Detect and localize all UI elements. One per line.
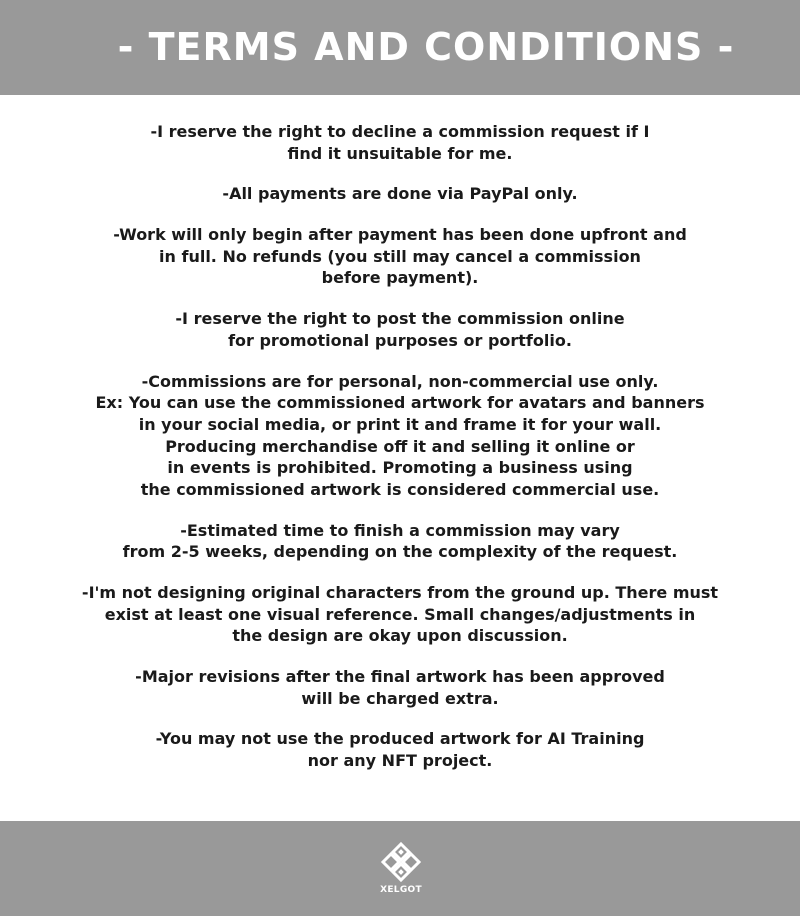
footer-bar — [0, 821, 800, 916]
clause-line: in events is prohibited. Promoting a business using — [167, 458, 633, 478]
clause-line: -All payments are done via PayPal only. — [222, 184, 578, 204]
clause-line: in full. No refunds (you still may cancel a commission — [159, 246, 641, 266]
clause-line: -I reserve the right to post the commission online — [175, 309, 625, 329]
clause-upfront-payment — [0, 224, 800, 289]
clause-line: -Major revisions after the final artwork has been approved — [135, 667, 665, 687]
clause-line: before payment). — [321, 268, 479, 288]
clause-payments — [0, 183, 800, 205]
clause-line: -I reserve the right to decline a commission request if I — [150, 122, 650, 141]
clause-line: will be charged extra. — [301, 688, 499, 708]
clause-line: for promotional purposes or portfolio. — [228, 330, 572, 350]
clause-original-characters — [0, 582, 800, 647]
clause-line: in your social media, or print it and frame it for your wall. — [138, 414, 662, 434]
clause-line: find it unsuitable for me. — [287, 143, 513, 163]
clause-estimated-time — [0, 520, 800, 563]
clause-line: nor any NFT project. — [307, 751, 493, 771]
clause-post-online — [0, 308, 800, 351]
xelgot-logo-icon — [380, 841, 422, 885]
clause-line: -Commissions are for personal, non-commercial use only. — [141, 371, 659, 391]
clause-decline-right — [0, 121, 800, 164]
clause-line: Producing merchandise off it and selling it online or — [165, 436, 635, 456]
clause-line: from 2-5 weeks, depending on the complexity of the request. — [122, 542, 678, 562]
clause-line: the commissioned artwork is considered commercial use. — [140, 479, 660, 499]
clause-personal-use — [0, 371, 800, 501]
clause-line: exist at least one visual reference. Small changes/adjustments in — [104, 604, 696, 624]
clause-revisions — [0, 666, 800, 709]
xelgot-logo — [380, 841, 422, 903]
clause-line: -I'm not designing original characters from the ground up. There must — [81, 583, 719, 602]
terms-content — [0, 121, 800, 791]
clause-line: -Estimated time to finish a commission may vary — [180, 520, 620, 540]
logo-text: XELGOT — [380, 885, 422, 895]
clause-line: Ex: You can use the commissioned artwork for avatars and banners — [95, 393, 705, 413]
clause-line: -Work will only begin after payment has been done upfront and — [113, 225, 687, 245]
clause-line: the design are okay upon discussion. — [232, 626, 568, 646]
page-title: - TERMS AND CONDITIONS - — [117, 25, 735, 69]
clause-ai-nft — [0, 728, 800, 771]
clause-line: -You may not use the produced artwork for AI Training — [155, 729, 645, 749]
header-bar — [0, 0, 800, 95]
